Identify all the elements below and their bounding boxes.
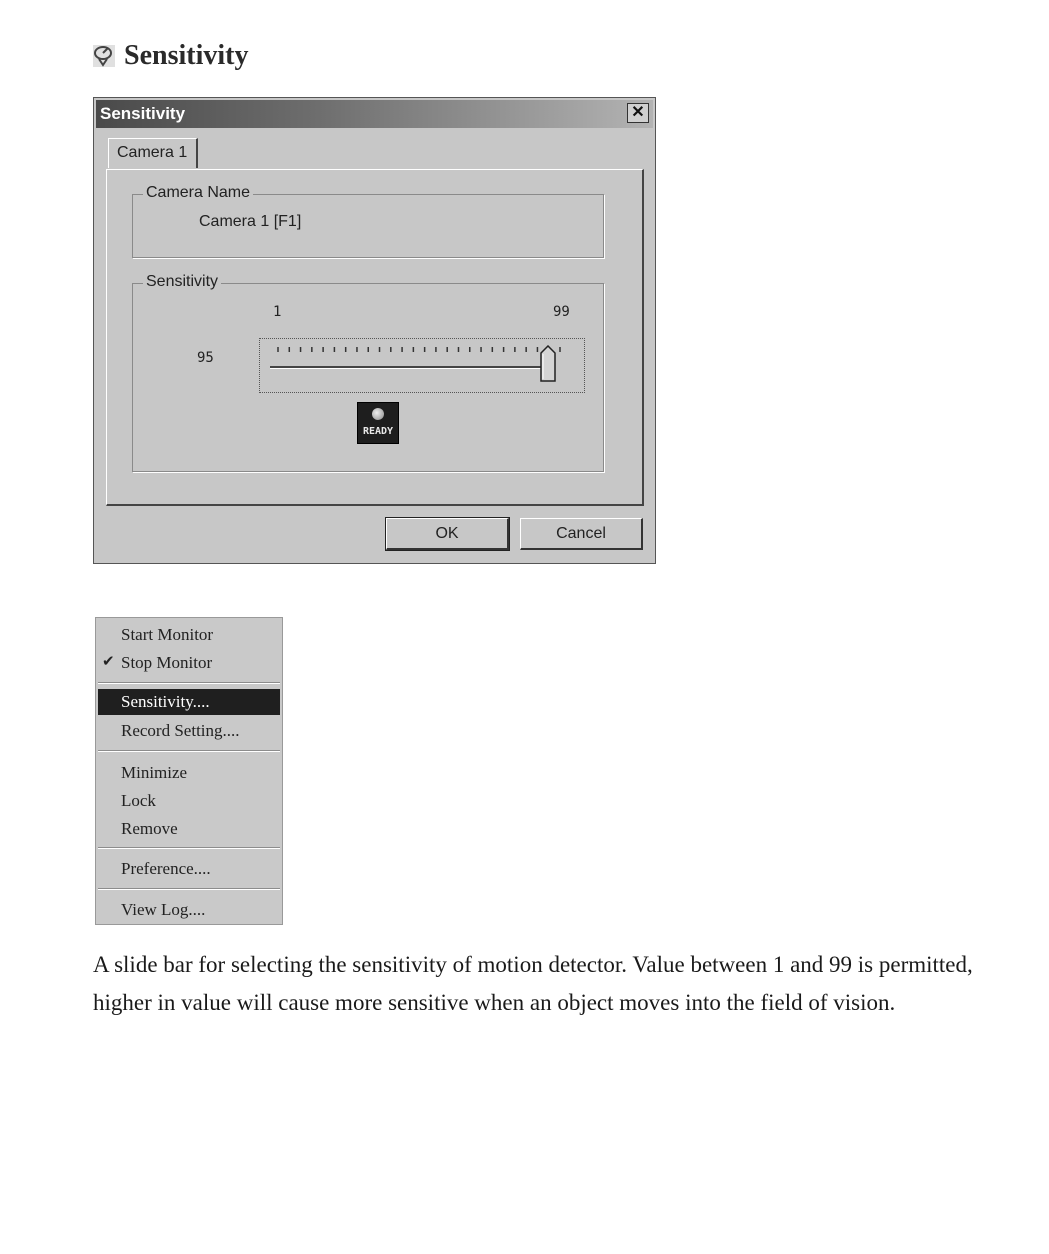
menu-item-remove[interactable]: [96, 816, 280, 842]
menu-item-record-setting[interactable]: [96, 718, 280, 744]
slider-min-label: 1: [273, 304, 282, 320]
page-heading: [92, 40, 248, 72]
menu-separator: [98, 682, 280, 684]
ready-status-indicator: [357, 402, 399, 444]
menu-item-lock[interactable]: [96, 788, 280, 814]
menu-item-stop-monitor[interactable]: [96, 650, 280, 676]
close-button[interactable]: [627, 103, 649, 123]
sensitivity-dialog: [93, 97, 656, 564]
context-menu: [95, 617, 283, 925]
menu-item-label: Start Monitor: [121, 625, 214, 644]
satellite-dish-icon: [92, 44, 116, 68]
menu-item-label: Remove: [121, 819, 178, 838]
sensitivity-group-label: Sensitivity: [143, 273, 221, 291]
menu-item-start-monitor[interactable]: [96, 622, 280, 648]
menu-item-label: Sensitivity....: [121, 692, 210, 711]
menu-separator: [98, 847, 280, 849]
camera-name-value: Camera 1 [F1]: [199, 213, 302, 230]
slider-track: [270, 366, 552, 369]
checkmark-icon: ✔: [102, 654, 115, 670]
status-light-icon: [372, 408, 384, 420]
close-icon: ✕: [631, 104, 645, 121]
menu-separator: [98, 750, 280, 752]
sensitivity-group: [132, 273, 604, 472]
tab-label: Camera 1: [117, 144, 188, 161]
menu-item-preference[interactable]: [96, 856, 280, 882]
menu-item-label: Minimize: [121, 763, 188, 782]
menu-item-label: View Log....: [121, 900, 206, 919]
description-text: A slide bar for selecting the sensitivity of motion detector. Value between 1 and 99 is permitted, higher in value will cause more sensitive when an object moves into the field of vision.: [93, 952, 973, 1015]
slider-thumb[interactable]: [539, 345, 557, 383]
camera-name-group-label: Camera Name: [143, 184, 253, 202]
menu-item-label: Record Setting....: [121, 721, 240, 740]
menu-item-label: Lock: [121, 791, 156, 810]
camera-name-group: [132, 184, 604, 258]
menu-item-label: Preference....: [121, 859, 211, 878]
page-title: Sensitivity: [124, 40, 249, 71]
slider-ticks: [260, 339, 586, 359]
sensitivity-slider[interactable]: [259, 338, 585, 393]
menu-item-minimize[interactable]: [96, 760, 280, 786]
dialog-titlebar[interactable]: [96, 100, 653, 128]
dialog-title: Sensitivity: [100, 104, 186, 123]
slider-max-label: 99: [553, 304, 570, 320]
tab-camera-1[interactable]: [108, 138, 198, 168]
menu-item-label: Stop Monitor: [121, 653, 213, 672]
ok-button[interactable]: OK: [386, 518, 509, 550]
ready-status-label: READY: [362, 426, 394, 437]
menu-item-sensitivity[interactable]: [98, 689, 280, 715]
menu-separator: [98, 888, 280, 890]
slider-current-value: 95: [197, 350, 214, 366]
cancel-button[interactable]: Cancel: [520, 518, 643, 550]
menu-item-view-log[interactable]: [96, 897, 280, 923]
